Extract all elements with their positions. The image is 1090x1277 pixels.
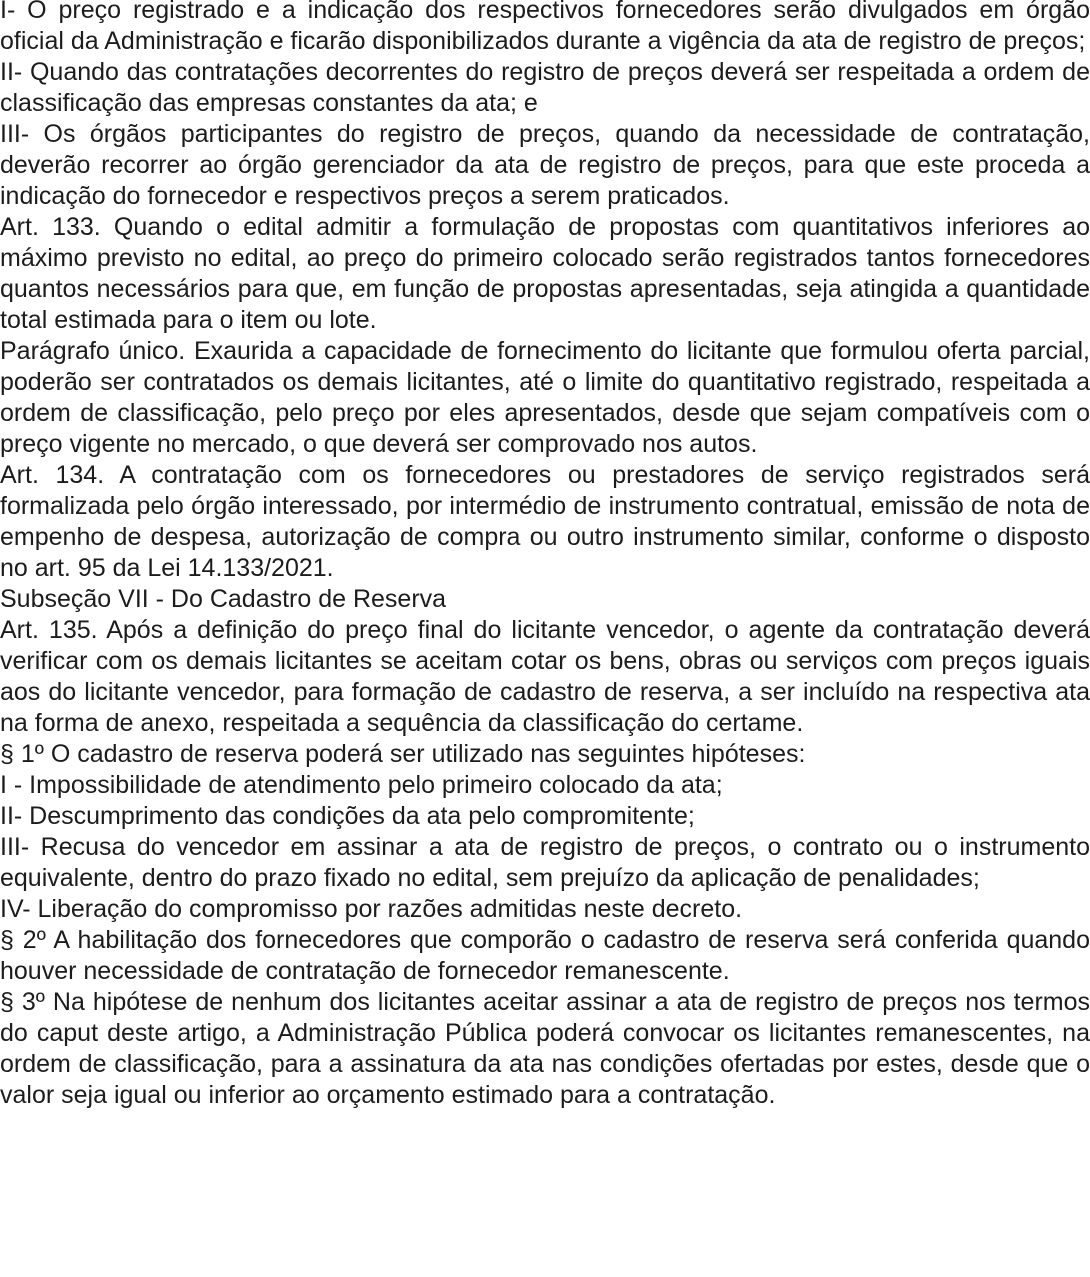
section-heading-subsecao-vii: Subseção VII - Do Cadastro de Reserva	[0, 585, 447, 613]
paragraph-art-135-par-2: § 2º A habilitação dos fornecedores que comporão o cadastro de reserva será conferida quando houver necessidade de contratação de fornecedor remanescente.	[0, 926, 1090, 985]
paragraph-art-133: Art. 133. Quando o edital admitir a formulação de propostas com quantitativos inferiores ao máximo previsto no edital, ao preço do primeiro colocado serão registrados tantos fornecedores quantos necessários para que, em função de propostas apresentadas, seja atingida a quantidade total estimada para o item ou lote.	[0, 213, 1090, 334]
paragraph-item-ii-ordem-classificacao: II- Quando das contratações decorrentes do registro de preços deverá ser respeitada a ordem de classificação das empresas constantes da ata; e	[0, 58, 1090, 117]
paragraph-art-133-paragrafo-unico: Parágrafo único. Exaurida a capacidade de fornecimento do licitante que formulou oferta parcial, poderão ser contratados os demais licitantes, até o limite do quantitativo registrado, respeitada a ordem de classificação, pelo preço por eles apresentados, desde que sejam compatíveis com o preço vigente no mercado, o que deverá ser comprovado nos autos.	[0, 337, 1090, 458]
paragraph-item-i-impossibilidade: I - Impossibilidade de atendimento pelo primeiro colocado da ata;	[0, 771, 723, 799]
paragraph-item-ii-descumprimento: II- Descumprimento das condições da ata pelo compromitente;	[0, 802, 695, 830]
paragraph-item-iii-recusa: III- Recusa do vencedor em assinar a ata de registro de preços, o contrato ou o instrumento equivalente, dentro do prazo fixado no edital, sem prejuízo da aplicação de penalidades;	[0, 833, 1090, 892]
paragraph-item-i-preco-registrado: I- O preço registrado e a indicação dos respectivos fornecedores serão divulgados em órgão oficial da Administração e ficarão disponibilizados durante a vigência da ata de registro de preços;	[0, 0, 1090, 55]
paragraph-art-135: Art. 135. Após a definição do preço final do licitante vencedor, o agente da contratação deverá verificar com os demais licitantes se aceitam cotar os bens, obras ou serviços com preços iguais aos do licitante vencedor, para formação de cadastro de reserva, a ser incluído na respectiva ata na forma de anexo, respeitada a sequência da classificação do certame.	[0, 616, 1090, 737]
paragraph-item-iv-liberacao: IV- Liberação do compromisso por razões admitidas neste decreto.	[0, 895, 743, 923]
paragraph-art-134: Art. 134. A contratação com os fornecedores ou prestadores de serviço registrados será formalizada pelo órgão interessado, por intermédio de instrumento contratual, emissão de nota de empenho de despesa, autorização de compra ou outro instrumento similar, conforme o disposto no art. 95 da Lei 14.133/2021.	[0, 461, 1090, 582]
paragraph-art-135-par-1: § 1º O cadastro de reserva poderá ser utilizado nas seguintes hipóteses:	[0, 740, 806, 768]
paragraph-item-iii-orgaos-participantes: III- Os órgãos participantes do registro de preços, quando da necessidade de contratação, deverão recorrer ao órgão gerenciador da ata de registro de preços, para que este proceda a indicação do fornecedor e respectivos preços a serem praticados.	[0, 120, 1090, 210]
paragraph-art-135-par-3: § 3º Na hipótese de nenhum dos licitantes aceitar assinar a ata de registro de preços nos termos do caput deste artigo, a Administração Pública poderá convocar os licitantes remanescentes, na ordem de classificação, para a assinatura da ata nas condições ofertadas por estes, desde que o valor seja igual ou inferior ao orçamento estimado para a contratação.	[0, 988, 1090, 1109]
